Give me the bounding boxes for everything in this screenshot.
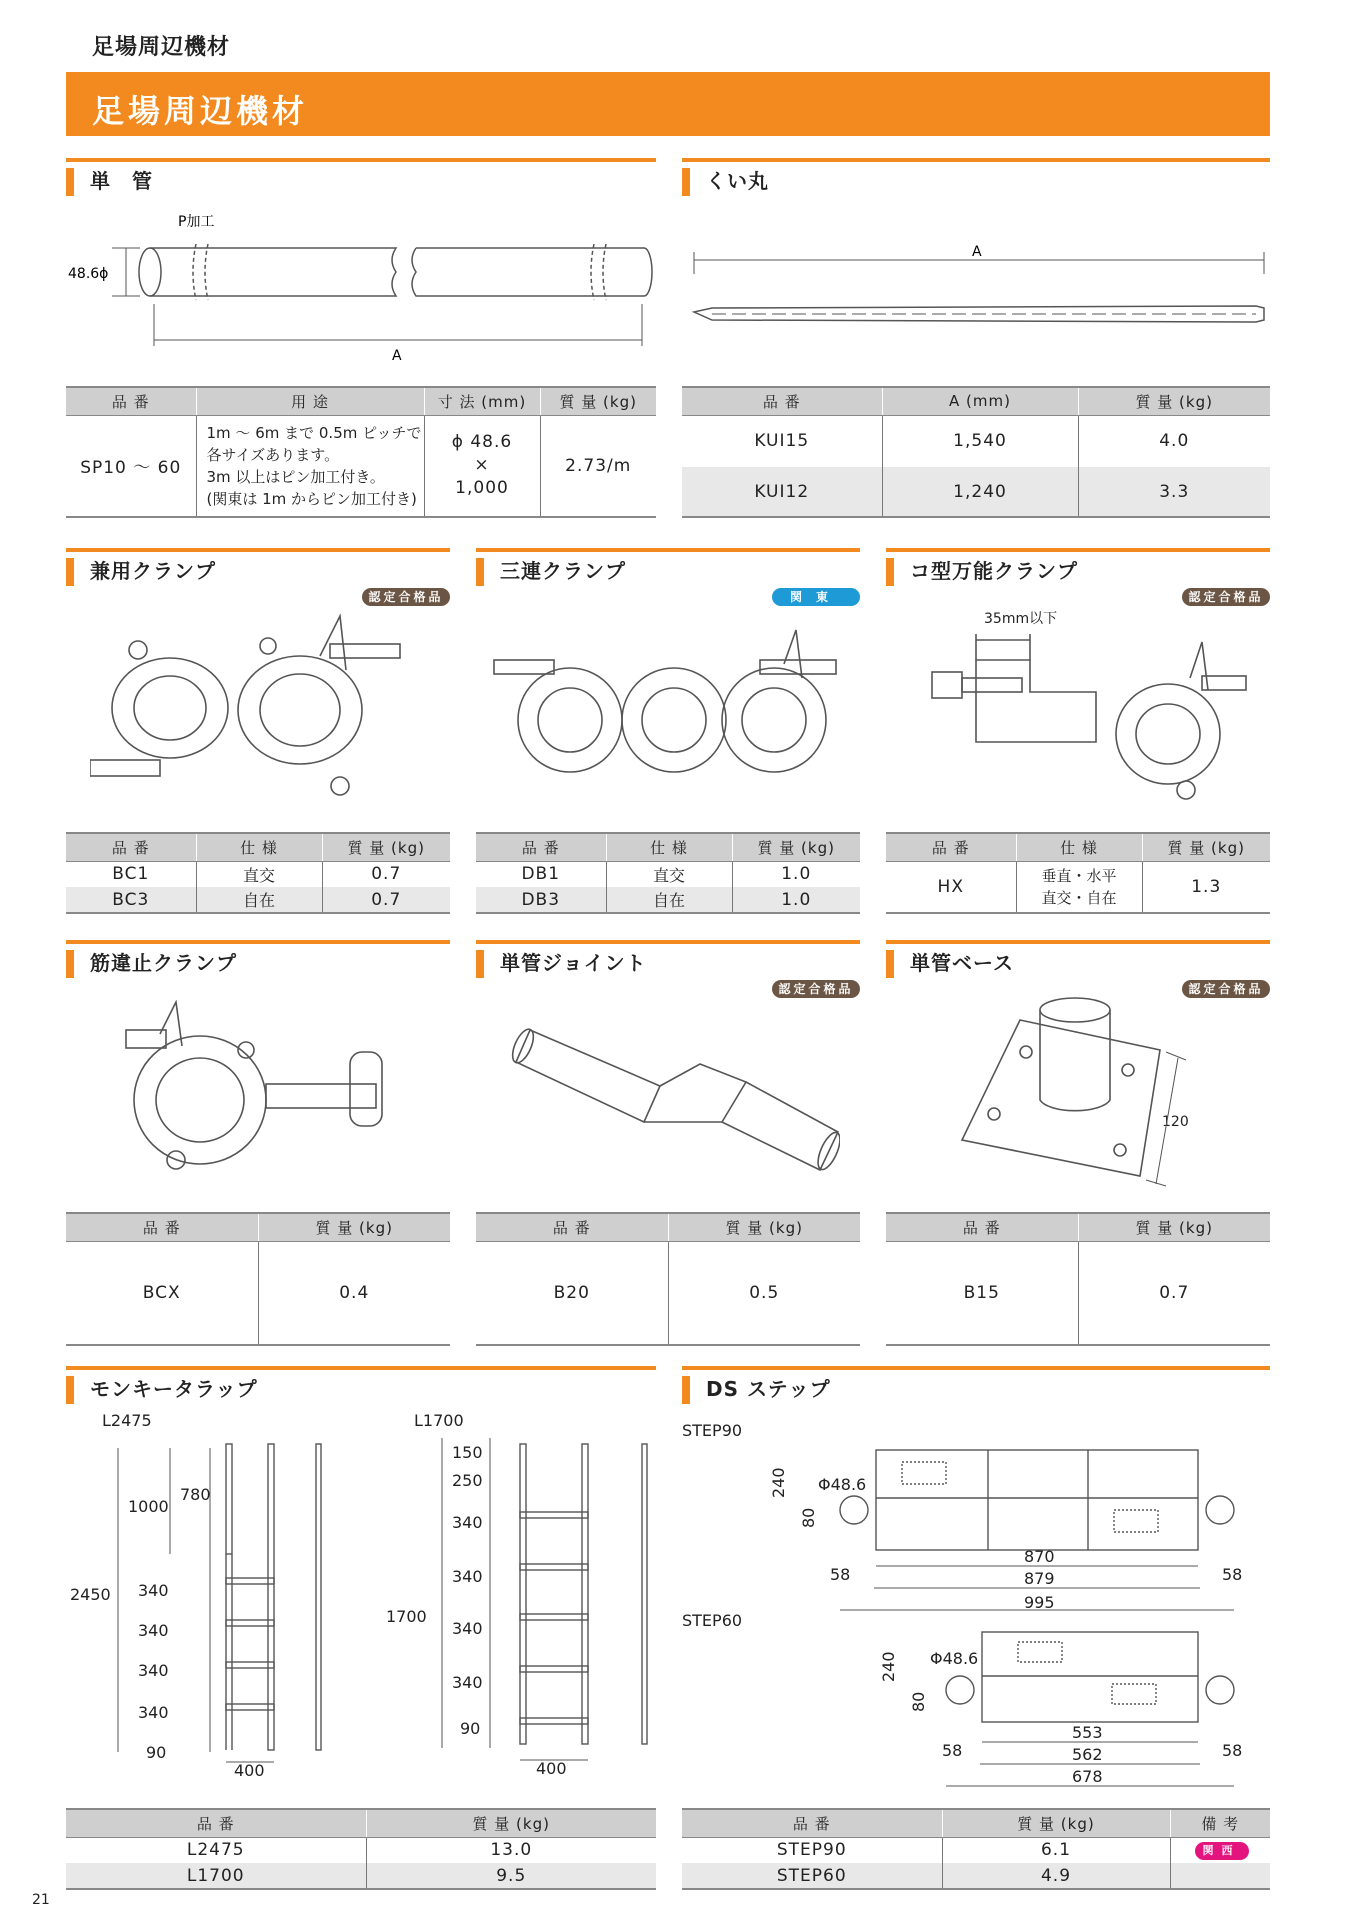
- ds-step-table: 品 番 質 量 (kg) 備 考 STEP90 6.1 関西 STEP60 4.9: [682, 1808, 1270, 1890]
- svg-text:879: 879: [1024, 1569, 1055, 1588]
- dia-label: 48.6ϕ: [68, 266, 109, 282]
- tankan-table: 品 番 用 途 寸 法 (mm) 質 量 (kg) SP10 ～ 60 1m ～ 6m まで 0.5m ピッチで 各サイズあります。 3m 以上はピン加工付き。 (関東は 1m からピン加工付き) ϕ 48.6 × 1,000 2.73/m: [66, 386, 656, 518]
- svg-text:340: 340: [138, 1581, 169, 1600]
- base-drawing: [960, 990, 1200, 1190]
- svg-text:Φ48.6: Φ48.6: [818, 1475, 867, 1494]
- svg-text:340: 340: [138, 1661, 169, 1680]
- kenyo-table: 品 番 仕 様 質 量 (kg) BC1 直交 0.7 BC3 自在 0.7: [66, 832, 450, 914]
- section-kenyo: 兼用クランプ: [66, 548, 450, 582]
- a-label: A: [392, 348, 402, 364]
- badge-nintei: 認定合格品: [1182, 980, 1270, 998]
- section-kogata: コ型万能クランプ: [886, 548, 1270, 582]
- sujikai-clamp-drawing: [120, 1000, 400, 1190]
- monkey-ladder-drawing: [66, 1408, 656, 1796]
- kuimaru-drawing: [682, 240, 1270, 330]
- svg-text:90: 90: [460, 1719, 481, 1738]
- sanren-clamp-drawing: [490, 620, 850, 800]
- ds-step-drawing: [682, 1412, 1270, 1792]
- kenyo-clamp-drawing: [90, 610, 410, 810]
- page-small-title: 足場周辺機材: [92, 35, 231, 60]
- svg-text:L1700: L1700: [414, 1411, 464, 1430]
- badge-nintei: 認定合格品: [1182, 588, 1270, 606]
- section-sujikai: 筋違止クランプ: [66, 940, 450, 974]
- badge-kansai: 関西: [1195, 1842, 1249, 1860]
- svg-text:80: 80: [799, 1507, 818, 1528]
- svg-text:995: 995: [1024, 1593, 1055, 1612]
- svg-text:150: 150: [452, 1443, 483, 1462]
- svg-text:58: 58: [1222, 1741, 1243, 1760]
- svg-text:90: 90: [146, 1743, 167, 1762]
- svg-text:553: 553: [1072, 1723, 1103, 1742]
- p-label: P加工: [178, 214, 215, 230]
- section-joint: 単管ジョイント: [476, 940, 860, 974]
- svg-text:240: 240: [879, 1651, 898, 1682]
- section-title: 単 管: [90, 169, 153, 193]
- svg-text:58: 58: [1222, 1565, 1243, 1584]
- svg-text:240: 240: [769, 1467, 788, 1498]
- svg-text:58: 58: [942, 1741, 963, 1760]
- svg-text:400: 400: [234, 1761, 265, 1780]
- section-ds-step: DS ステップ: [682, 1366, 1270, 1400]
- svg-text:250: 250: [452, 1471, 483, 1490]
- section-kuimaru: くい丸: [682, 158, 1270, 192]
- section-sanren: 三連クランプ: [476, 548, 860, 582]
- sujikai-table: 品 番 質 量 (kg) BCX 0.4: [66, 1212, 450, 1346]
- sanren-table: 品 番 仕 様 質 量 (kg) DB1 直交 1.0 DB3 自在 1.0: [476, 832, 860, 914]
- tankan-code: SP10 ～ 60: [66, 415, 196, 517]
- badge-nintei: 認定合格品: [772, 980, 860, 998]
- svg-text:870: 870: [1024, 1547, 1055, 1566]
- kuimaru-table: 品 番 A (mm) 質 量 (kg) KUI15 1,540 4.0 KUI12 1,240 3.3: [682, 386, 1270, 518]
- page-number: 21: [32, 1892, 50, 1908]
- svg-text:80: 80: [909, 1691, 928, 1712]
- joint-drawing: [510, 1000, 840, 1190]
- svg-text:L2475: L2475: [102, 1411, 152, 1430]
- kogata-clamp-drawing: [920, 630, 1260, 810]
- badge-nintei: 認定合格品: [362, 588, 450, 606]
- svg-text:STEP60: STEP60: [682, 1611, 743, 1630]
- svg-text:A: A: [972, 244, 982, 260]
- svg-text:1000: 1000: [128, 1497, 169, 1516]
- badge-kanto: 関東: [772, 588, 860, 606]
- joint-table: 品 番 質 量 (kg) B20 0.5: [476, 1212, 860, 1346]
- tankan-mass: 2.73/m: [540, 415, 656, 517]
- svg-text:780: 780: [180, 1485, 211, 1504]
- kogata-gap-label: 35mm以下: [984, 611, 1058, 627]
- svg-text:1700: 1700: [386, 1607, 427, 1626]
- svg-text:Φ48.6: Φ48.6: [930, 1649, 979, 1668]
- svg-text:400: 400: [536, 1759, 567, 1778]
- section-tankan: [66, 158, 656, 192]
- svg-text:340: 340: [452, 1673, 483, 1692]
- svg-text:340: 340: [138, 1621, 169, 1640]
- svg-text:340: 340: [138, 1703, 169, 1722]
- page-banner-title: 足場周辺機材: [66, 72, 1270, 136]
- svg-text:58: 58: [830, 1565, 851, 1584]
- svg-text:340: 340: [452, 1619, 483, 1638]
- base-table: 品 番 質 量 (kg) B15 0.7: [886, 1212, 1270, 1346]
- svg-text:340: 340: [452, 1513, 483, 1532]
- tankan-pipe-drawing: [66, 200, 656, 370]
- svg-text:678: 678: [1072, 1767, 1103, 1786]
- svg-text:562: 562: [1072, 1745, 1103, 1764]
- base-dim-label: 120: [1162, 1114, 1189, 1130]
- svg-text:2450: 2450: [70, 1585, 111, 1604]
- svg-text:STEP90: STEP90: [682, 1421, 743, 1440]
- kogata-table: 品 番 仕 様 質 量 (kg) HX 垂直・水平 直交・自在 1.3: [886, 832, 1270, 914]
- monkey-table: 品 番 質 量 (kg) L2475 13.0 L1700 9.5: [66, 1808, 656, 1890]
- section-monkey: モンキータラップ: [66, 1366, 656, 1400]
- svg-text:340: 340: [452, 1567, 483, 1586]
- section-base: 単管ベース: [886, 940, 1270, 974]
